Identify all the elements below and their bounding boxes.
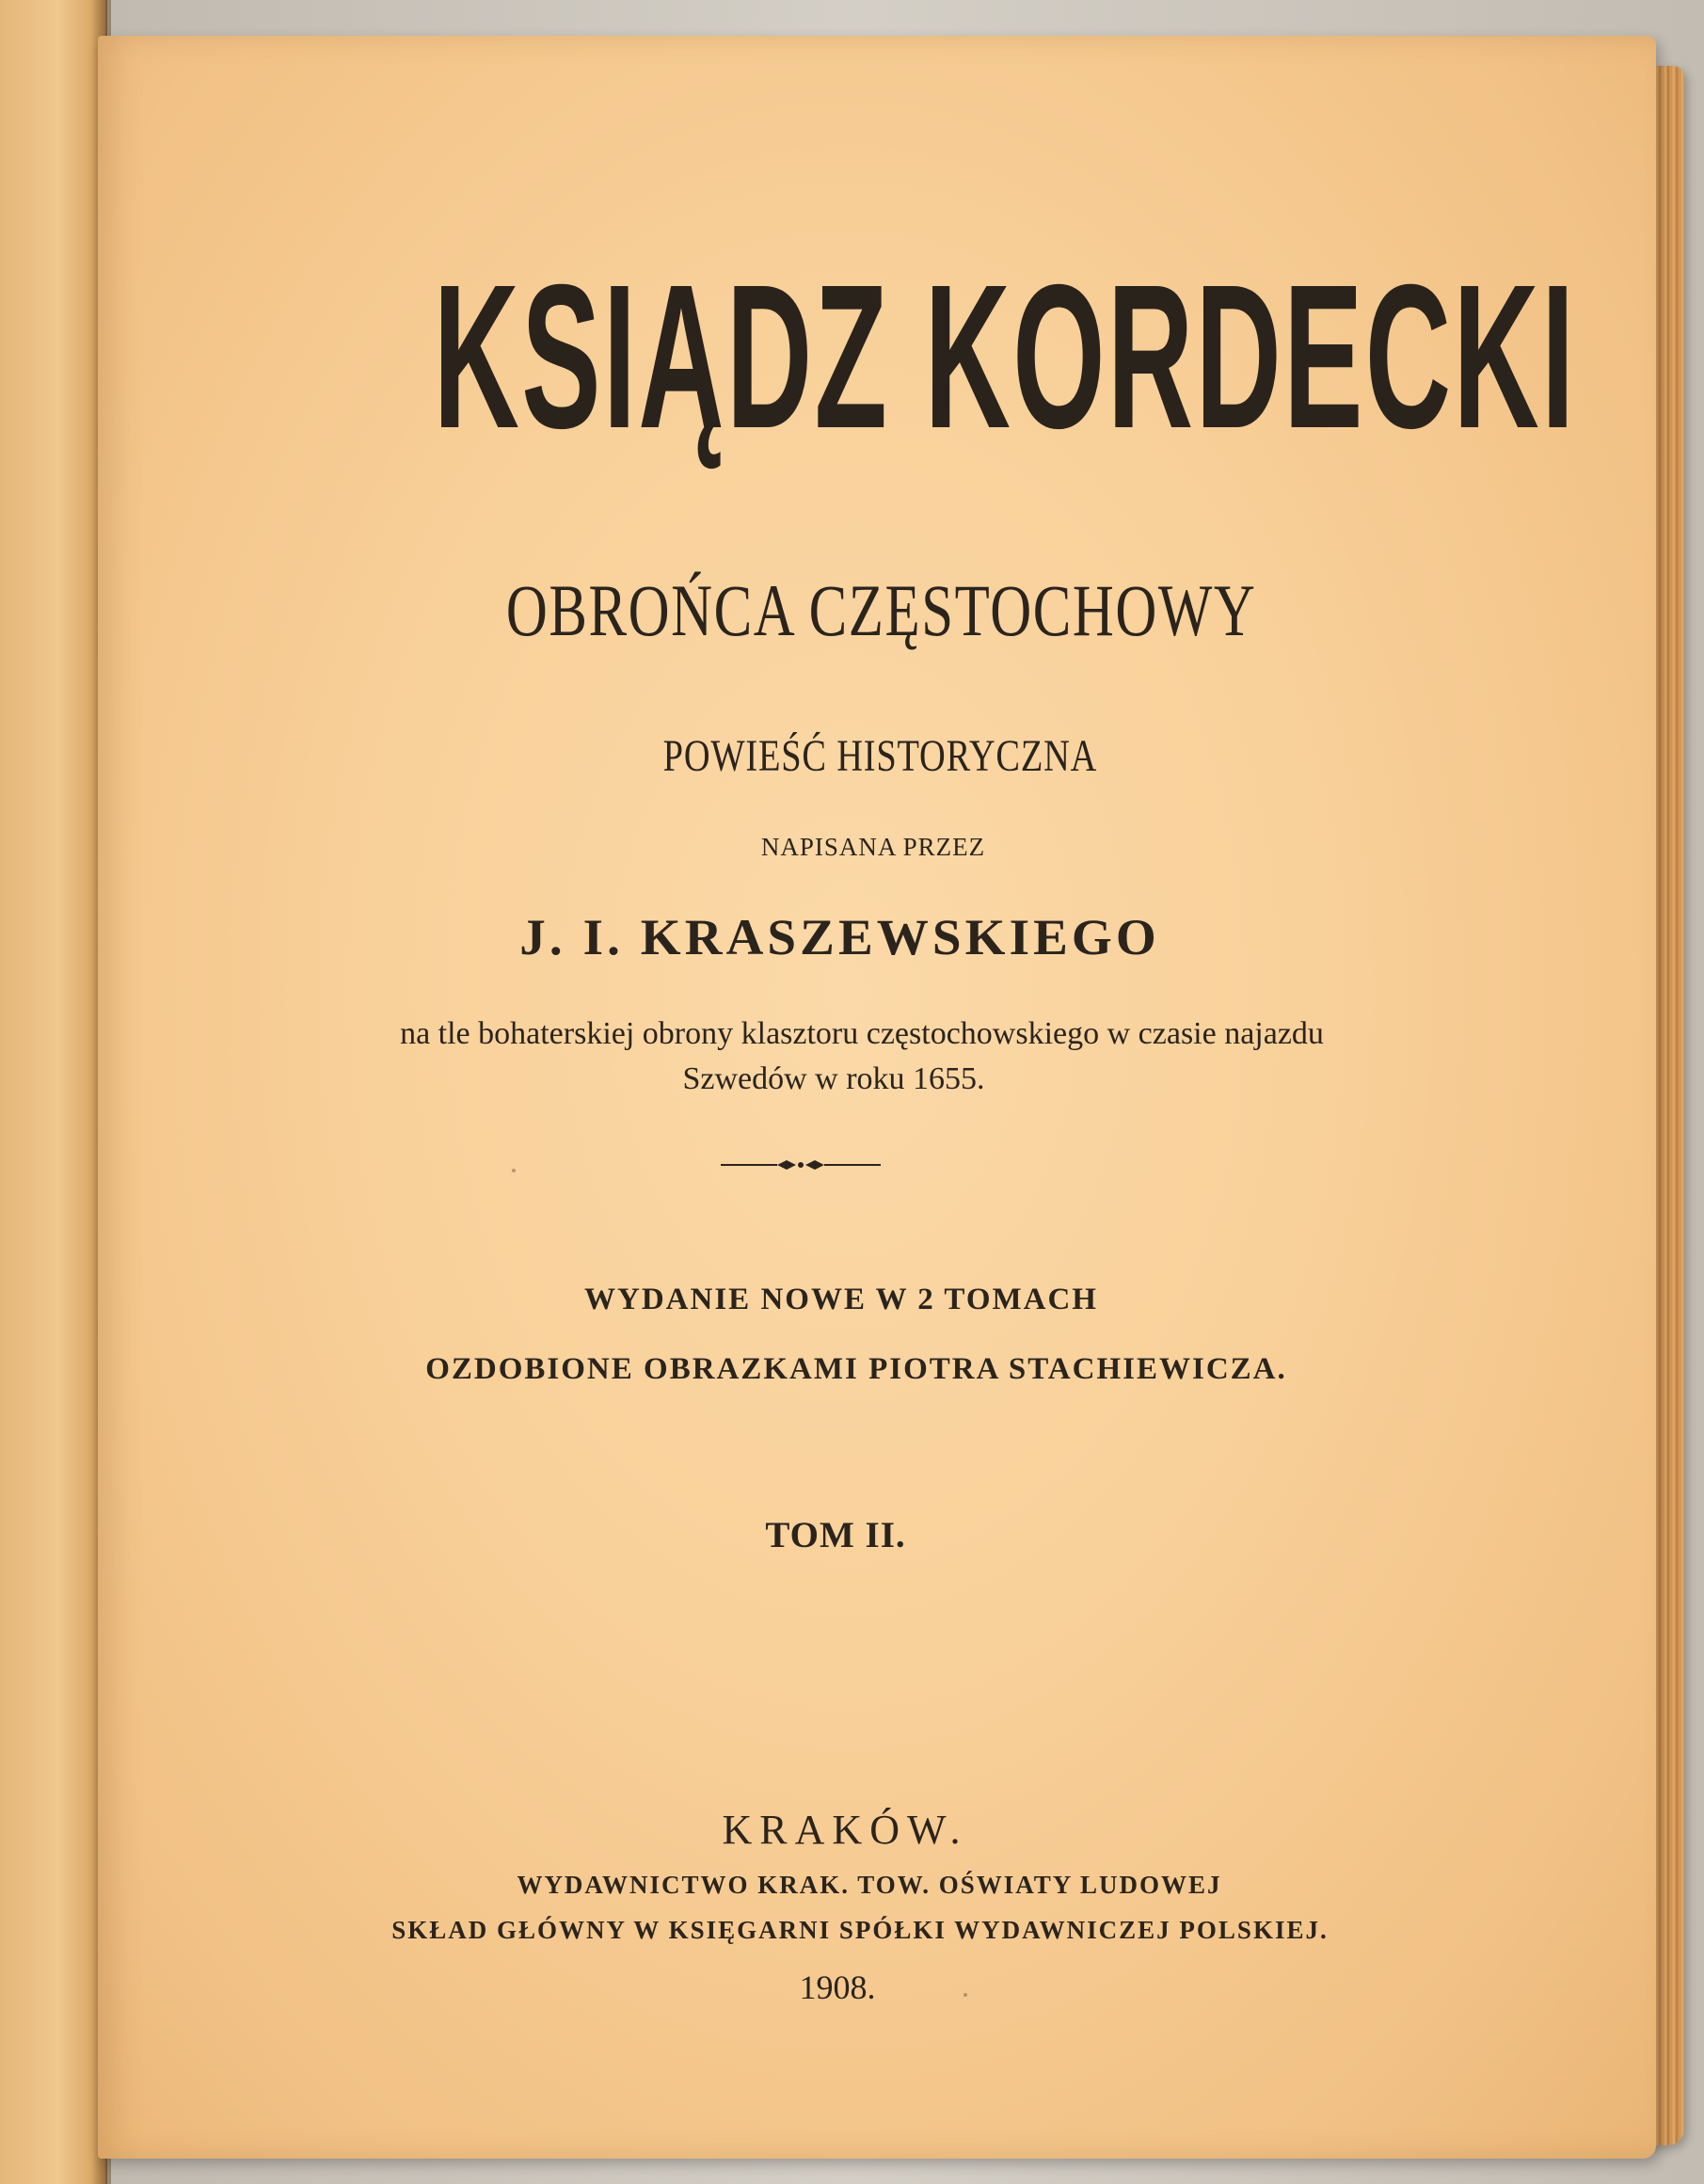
decorative-rule-icon <box>721 1156 881 1174</box>
publication-year: 1908. <box>799 1969 876 2006</box>
description-line-2: Szwedów w roku 1655. <box>682 1061 985 1096</box>
book-title: KSIĄDZ KORDECKI <box>433 243 1577 471</box>
publication-city: KRAKÓW. <box>722 1807 968 1853</box>
edition-statement: WYDANIE NOWE W 2 TOMACH <box>584 1283 1098 1316</box>
paper-speck <box>963 1993 967 1997</box>
written-by-label: NAPISANA PRZEZ <box>760 833 986 861</box>
distributor-line: SKŁAD GŁÓWNY W KSIĘGARNI SPÓŁKI WYDAWNICZEJ POLSKIEJ. <box>391 1916 1329 1944</box>
book-subtitle: OBROŃCA CZĘSTOCHOWY <box>505 569 1257 651</box>
book-genre: POWIEŚĆ HISTORYCZNA <box>662 731 1098 781</box>
illustration-statement: OZDOBIONE OBRAZKAMI PIOTRA STACHIEWICZA. <box>425 1352 1287 1386</box>
paper-speck <box>512 1169 516 1172</box>
title-page <box>98 36 1656 2159</box>
author-name: J. I. KRASZEWSKIEGO <box>519 909 1160 965</box>
description-line-1: na tle bohaterskiej obrony klasztoru częstochowskiego w czasie najazdu <box>400 1016 1324 1051</box>
publisher-line: WYDAWNICTWO KRAK. TOW. OŚWIATY LUDOWEJ <box>517 1871 1222 1899</box>
volume-number: TOM II. <box>765 1515 906 1555</box>
